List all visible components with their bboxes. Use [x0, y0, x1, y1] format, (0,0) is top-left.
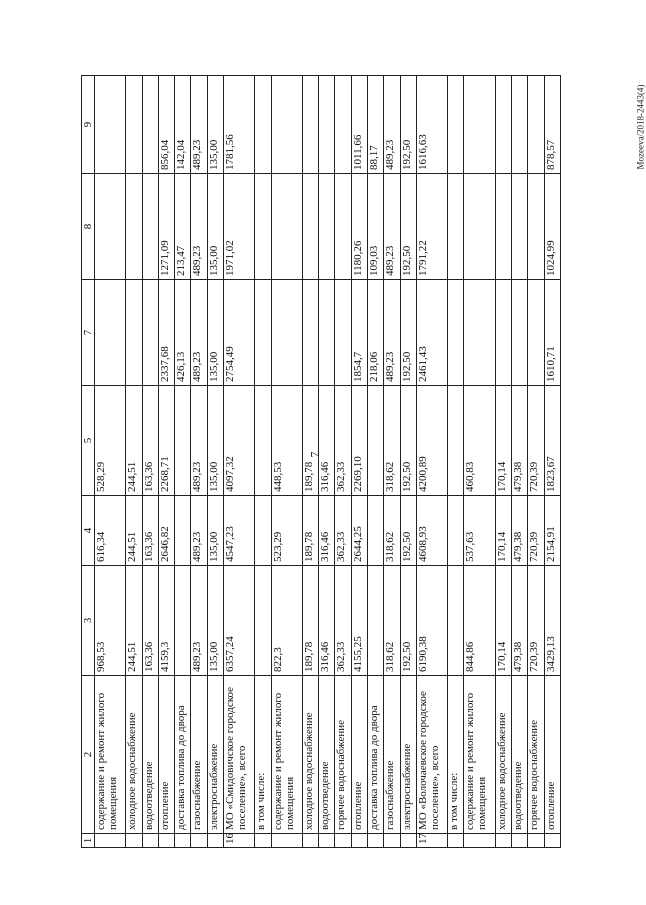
table-header-row — [82, 76, 95, 848]
value-cell: 316,46 — [319, 386, 335, 496]
value-cell: 163,36 — [142, 496, 158, 566]
value-cell: 192,50 — [400, 496, 416, 566]
row-index-cell — [142, 834, 158, 848]
value-cell: 316,46 — [319, 496, 335, 566]
table-row — [528, 76, 544, 848]
value-cell: 88,17 — [368, 76, 384, 174]
value-cell: 6357,24 — [224, 566, 255, 676]
table-row — [448, 76, 464, 848]
value-cell: 1616,63 — [416, 76, 447, 174]
value-cell: 2754,49 — [224, 280, 255, 386]
value-cell — [335, 76, 351, 174]
row-label-cell: холодное водоснабжение — [302, 676, 318, 834]
value-cell — [368, 386, 384, 496]
value-cell: 135,00 — [207, 496, 223, 566]
row-label-cell: содержание и ремонт жилого помещения — [271, 676, 302, 834]
row-index-cell — [126, 834, 142, 848]
row-label-cell: водоотведение — [512, 676, 528, 834]
document-code: Mozeeva/2018-2443(4) — [635, 84, 646, 170]
row-index-cell — [400, 834, 416, 848]
value-cell: 1791,22 — [416, 174, 447, 280]
row-index-cell — [512, 834, 528, 848]
value-cell — [368, 496, 384, 566]
value-cell — [495, 280, 511, 386]
column-header: 1 — [82, 834, 95, 848]
value-cell — [255, 76, 271, 174]
row-index-cell — [191, 834, 207, 848]
value-cell: 2644,25 — [351, 496, 367, 566]
value-cell — [495, 174, 511, 280]
value-cell: 528,29 — [95, 386, 126, 496]
row-index-cell: 17 — [416, 834, 447, 848]
value-cell — [512, 174, 528, 280]
value-cell: 244,51 — [126, 566, 142, 676]
value-cell: 135,00 — [207, 386, 223, 496]
value-cell: 460,83 — [464, 386, 495, 496]
table-row — [368, 76, 384, 848]
value-cell: 720,39 — [528, 386, 544, 496]
value-cell: 2646,82 — [158, 496, 174, 566]
value-cell: 489,23 — [384, 174, 400, 280]
value-cell: 489,23 — [191, 566, 207, 676]
column-header: 2 — [82, 676, 95, 834]
value-cell — [464, 174, 495, 280]
table-row — [207, 76, 223, 848]
value-cell — [255, 496, 271, 566]
column-header: 9 — [82, 76, 95, 174]
value-cell: 4097,32 — [224, 386, 255, 496]
value-cell: 448,53 — [271, 386, 302, 496]
value-cell — [448, 566, 464, 676]
row-label-cell: газоснабжение — [191, 676, 207, 834]
value-cell: 1024,99 — [544, 174, 560, 280]
row-index-cell — [335, 834, 351, 848]
row-index-cell — [95, 834, 126, 848]
value-cell: 489,23 — [384, 76, 400, 174]
value-cell: 318,62 — [384, 496, 400, 566]
value-cell: 192,50 — [400, 280, 416, 386]
row-label-cell: отопление — [544, 676, 560, 834]
table-row — [271, 76, 302, 848]
value-cell: 142,04 — [175, 76, 191, 174]
row-index-cell — [495, 834, 511, 848]
value-cell: 4159,3 — [158, 566, 174, 676]
value-cell: 4200,89 — [416, 386, 447, 496]
value-cell — [271, 174, 302, 280]
table-row — [464, 76, 495, 848]
value-cell: 318,62 — [384, 386, 400, 496]
value-cell: 489,23 — [191, 174, 207, 280]
tariff-table-wrapper — [81, 76, 561, 848]
value-cell — [255, 174, 271, 280]
value-cell — [126, 174, 142, 280]
value-cell: 489,23 — [191, 496, 207, 566]
table-row — [126, 76, 142, 848]
column-header: 8 — [82, 174, 95, 280]
row-label-cell: содержание и ремонт жилого помещения — [464, 676, 495, 834]
value-cell: 192,50 — [400, 76, 416, 174]
value-cell: 426,13 — [175, 280, 191, 386]
row-label-cell: горячее водоснабжение — [528, 676, 544, 834]
row-index-cell — [448, 834, 464, 848]
value-cell: 1823,67 — [544, 386, 560, 496]
row-index-cell — [368, 834, 384, 848]
table-row — [158, 76, 174, 848]
row-label-cell: отопление — [351, 676, 367, 834]
value-cell: 163,36 — [142, 386, 158, 496]
value-cell: 1781,56 — [224, 76, 255, 174]
value-cell: 192,50 — [400, 386, 416, 496]
value-cell — [528, 174, 544, 280]
row-index-cell — [271, 834, 302, 848]
value-cell: 856,04 — [158, 76, 174, 174]
table-row — [384, 76, 400, 848]
column-header: 5 — [82, 386, 95, 496]
value-cell: 244,51 — [126, 496, 142, 566]
table-row — [351, 76, 367, 848]
value-cell: 822,3 — [271, 566, 302, 676]
value-cell: 318,62 — [384, 566, 400, 676]
value-cell: 479,38 — [512, 496, 528, 566]
value-cell — [495, 76, 511, 174]
value-cell — [335, 174, 351, 280]
value-cell: 2154,91 — [544, 496, 560, 566]
value-cell: 844,86 — [464, 566, 495, 676]
row-label-cell: водоотведение — [319, 676, 335, 834]
value-cell: 523,29 — [271, 496, 302, 566]
row-label-cell: электроснабжение — [400, 676, 416, 834]
table-row — [335, 76, 351, 848]
value-cell — [95, 76, 126, 174]
table-row — [224, 76, 255, 848]
row-index-cell — [464, 834, 495, 848]
row-index-cell — [302, 834, 318, 848]
row-label-cell: МО «Волочаевское городское поселение», всего — [416, 676, 447, 834]
value-cell: 2461,43 — [416, 280, 447, 386]
table-row — [175, 76, 191, 848]
value-cell — [512, 280, 528, 386]
value-cell: 720,39 — [528, 496, 544, 566]
value-cell: 616,34 — [95, 496, 126, 566]
value-cell: 4608,93 — [416, 496, 447, 566]
row-index-cell — [319, 834, 335, 848]
value-cell: 362,33 — [335, 496, 351, 566]
value-cell: 170,14 — [495, 386, 511, 496]
row-index-cell — [255, 834, 271, 848]
value-cell — [142, 76, 158, 174]
column-header: 4 — [82, 496, 95, 566]
column-header: 7 — [82, 280, 95, 386]
value-cell: 489,23 — [191, 76, 207, 174]
value-cell: 135,00 — [207, 280, 223, 386]
value-cell: 489,23 — [191, 280, 207, 386]
column-header: 3 — [82, 566, 95, 676]
value-cell — [464, 76, 495, 174]
value-cell: 1610,71 — [544, 280, 560, 386]
value-cell — [255, 280, 271, 386]
value-cell: 3429,13 — [544, 566, 560, 676]
value-cell — [95, 280, 126, 386]
value-cell: 6190,38 — [416, 566, 447, 676]
value-cell — [448, 386, 464, 496]
row-label-cell: в том числе: — [448, 676, 464, 834]
value-cell: 135,00 — [207, 174, 223, 280]
value-cell: 479,38 — [512, 566, 528, 676]
table-row — [302, 76, 318, 848]
row-label-cell: холодное водоснабжение — [126, 676, 142, 834]
value-cell: 218,06 — [368, 280, 384, 386]
value-cell — [302, 280, 318, 386]
value-cell: 720,39 — [528, 566, 544, 676]
table-row — [255, 76, 271, 848]
value-cell — [319, 174, 335, 280]
value-cell: 244,51 — [126, 386, 142, 496]
value-cell: 192,50 — [400, 566, 416, 676]
value-cell: 135,00 — [207, 76, 223, 174]
value-cell: 4547,23 — [224, 496, 255, 566]
value-cell: 1271,09 — [158, 174, 174, 280]
row-label-cell: электроснабжение — [207, 676, 223, 834]
value-cell — [255, 386, 271, 496]
row-index-cell — [207, 834, 223, 848]
table-body — [95, 76, 561, 848]
value-cell: 170,14 — [495, 566, 511, 676]
value-cell — [175, 496, 191, 566]
row-index-cell — [528, 834, 544, 848]
value-cell — [142, 280, 158, 386]
value-cell: 163,36 — [142, 566, 158, 676]
row-label-cell: в том числе: — [255, 676, 271, 834]
value-cell: 189,78 — [302, 566, 318, 676]
value-cell — [302, 174, 318, 280]
table-row — [319, 76, 335, 848]
row-label-cell: доставка топлива до двора — [368, 676, 384, 834]
table-row — [416, 76, 447, 848]
value-cell: 1971,02 — [224, 174, 255, 280]
value-cell — [302, 76, 318, 174]
value-cell — [335, 280, 351, 386]
value-cell: 362,33 — [335, 386, 351, 496]
value-cell: 109,03 — [368, 174, 384, 280]
value-cell — [271, 280, 302, 386]
value-cell — [512, 76, 528, 174]
row-index-cell: 16 — [224, 834, 255, 848]
value-cell — [528, 76, 544, 174]
value-cell: 362,33 — [335, 566, 351, 676]
value-cell: 2269,10 — [351, 386, 367, 496]
value-cell: 968,53 — [95, 566, 126, 676]
value-cell: 489,23 — [191, 386, 207, 496]
row-label-cell: газоснабжение — [384, 676, 400, 834]
table-row — [495, 76, 511, 848]
value-cell — [95, 174, 126, 280]
value-cell — [319, 280, 335, 386]
value-cell — [255, 566, 271, 676]
table-row — [400, 76, 416, 848]
value-cell — [175, 386, 191, 496]
value-cell: 479,38 — [512, 386, 528, 496]
value-cell — [319, 76, 335, 174]
value-cell — [448, 280, 464, 386]
value-cell — [448, 174, 464, 280]
table-row — [544, 76, 560, 848]
value-cell — [142, 174, 158, 280]
value-cell — [464, 280, 495, 386]
value-cell — [126, 76, 142, 174]
row-label-cell: холодное водоснабжение — [495, 676, 511, 834]
value-cell: 1011,66 — [351, 76, 367, 174]
value-cell: 2337,68 — [158, 280, 174, 386]
value-cell: 192,50 — [400, 174, 416, 280]
row-index-cell — [351, 834, 367, 848]
value-cell — [175, 566, 191, 676]
tariff-table — [81, 75, 561, 848]
value-cell: 189,78 — [302, 386, 318, 496]
value-cell — [368, 566, 384, 676]
row-label-cell: отопление — [158, 676, 174, 834]
table-row — [512, 76, 528, 848]
row-label-cell: доставка топлива до двора — [175, 676, 191, 834]
row-label-cell: водоотведение — [142, 676, 158, 834]
value-cell: 135,00 — [207, 566, 223, 676]
row-index-cell — [158, 834, 174, 848]
value-cell: 4155,25 — [351, 566, 367, 676]
value-cell: 878,57 — [544, 76, 560, 174]
row-label-cell: МО «Смидовичское городское поселение», всего — [224, 676, 255, 834]
value-cell — [448, 76, 464, 174]
value-cell — [271, 76, 302, 174]
table-row — [95, 76, 126, 848]
page-number: 7 — [307, 451, 322, 458]
value-cell: 170,14 — [495, 496, 511, 566]
value-cell: 213,47 — [175, 174, 191, 280]
row-index-cell — [384, 834, 400, 848]
table-row — [142, 76, 158, 848]
value-cell — [528, 280, 544, 386]
value-cell: 2268,71 — [158, 386, 174, 496]
value-cell: 189,78 — [302, 496, 318, 566]
row-index-cell — [175, 834, 191, 848]
row-label-cell: горячее водоснабжение — [335, 676, 351, 834]
value-cell: 489,23 — [384, 280, 400, 386]
value-cell: 1854,7 — [351, 280, 367, 386]
value-cell — [448, 496, 464, 566]
value-cell: 537,63 — [464, 496, 495, 566]
value-cell: 316,46 — [319, 566, 335, 676]
value-cell — [126, 280, 142, 386]
value-cell: 1180,26 — [351, 174, 367, 280]
table-row — [191, 76, 207, 848]
row-label-cell: содержание и ремонт жилого помещения — [95, 676, 126, 834]
row-index-cell — [544, 834, 560, 848]
